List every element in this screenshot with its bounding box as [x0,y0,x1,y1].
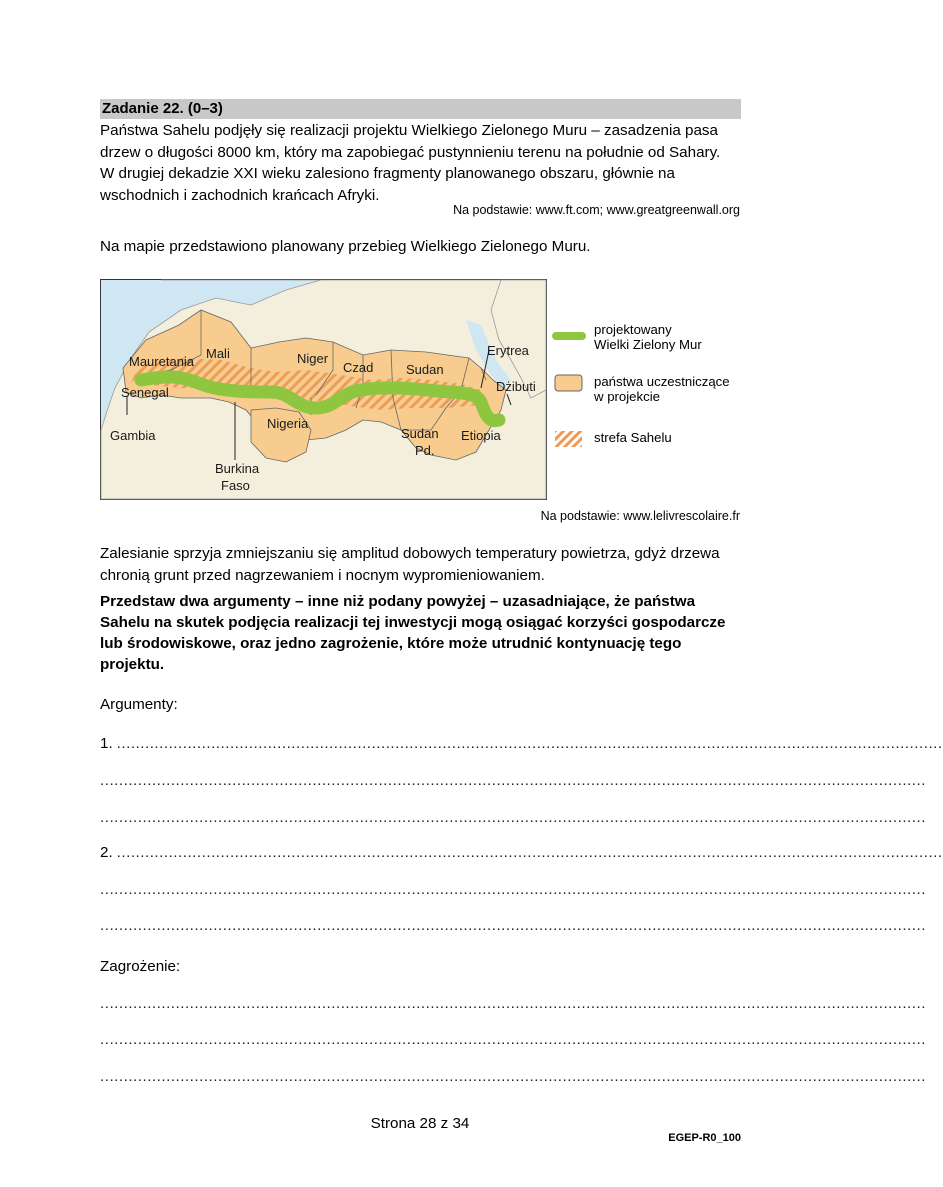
answer-line[interactable] [100,881,926,901]
legend-sahel [554,430,672,448]
command-line: Przedstaw dwa argumenty – inne niż podany powyżej – uzasadniające, że państwa [100,593,696,610]
legend-wall [554,322,702,352]
answer-dots: ............................................................................................................................................................................... [100,917,926,934]
intro-line: Państwa Sahelu podjęły się realizacji projektu Wielkiego Zielonego Muru – zasadzenia pasa [100,122,718,139]
intro-line: W drugiej dekadzie XXI wieku zalesiono fragmenty planowanego obszaru, głównie na [100,165,675,182]
answer-line[interactable] [100,917,926,937]
label-sudan-pd: Sudan [401,426,439,441]
label-burkina: Burkina [215,461,260,476]
legend-participants-line2: w projekcie [594,389,660,404]
answer-dots: ............................................................................................................................................................................... [100,1068,926,1085]
label-mauretania: Mauretania [129,354,195,369]
answer-line[interactable] [100,809,926,829]
label-mali: Mali [206,346,230,361]
participant-swatch-icon [554,374,584,392]
label-faso: Faso [221,478,250,493]
legend-wall-line1: projektowany [594,322,672,337]
answer-dots: ............................................................................................................................................................................... [116,844,943,861]
threat-label: Zagrożenie: [100,958,181,975]
paragraph-line: Zalesianie sprzyja zmniejszaniu się amplitud dobowych temperatury powietrza, gdyż drzewa [100,545,720,562]
map-source: Na podstawie: www.lelivrescolaire.fr [540,509,740,523]
map-svg [101,280,546,499]
answer-number-1: 1. [100,735,113,752]
command-line: projektu. [100,656,165,673]
task-title: Zadanie 22. (0–3) [102,100,223,117]
command-line: Sahelu na skutek podjęcia realizacji tej inwestycji mogą osiągać korzyści gospodarcze [100,614,726,631]
intro-line: drzew o długości 8000 km, który ma zapobiegać pustynnieniu terenu na południe od Sahary. [100,143,721,161]
exam-code: EGEP-R0_100 [668,1132,741,1144]
label-niger: Niger [297,351,329,366]
map [100,279,547,500]
label-sudan-pd-2: Pd. [415,443,435,458]
answer-number-2: 2. [100,844,113,861]
intro-line: wschodnich i zachodnich krańcach Afryki. [100,186,380,204]
legend-participants [554,374,730,404]
answer-dots: ............................................................................................................................................................................... [116,735,943,752]
label-sudan: Sudan [406,362,444,377]
answer-line-1[interactable] [100,735,943,755]
label-etiopia: Etiopia [461,428,501,443]
task-header [100,99,741,119]
answer-dots: ............................................................................................................................................................................... [100,1031,926,1048]
arguments-label: Argumenty: [100,696,178,713]
answer-dots: ............................................................................................................................................................................... [100,995,926,1012]
answer-line[interactable] [100,772,926,792]
sahel-swatch-icon [554,430,584,448]
answer-dots: ............................................................................................................................................................................... [100,772,926,789]
label-gambia: Gambia [110,428,156,443]
paragraph-line: chronią grunt przed nagrzewaniem i nocnym wypromieniowaniem. [100,567,545,584]
legend-wall-line2: Wielki Zielony Mur [594,337,702,352]
label-nigeria: Nigeria [267,416,309,431]
map-intro: Na mapie przedstawiono planowany przebieg Wielkiego Zielonego Muru. [100,238,591,255]
legend-sahel-label: strefa Sahelu [594,430,672,445]
threat-line[interactable] [100,1068,926,1088]
label-erytrea: Erytrea [487,343,529,358]
intro-text [100,120,745,206]
intro-source: Na podstawie: www.ft.com; www.greatgreenwall.org [453,203,740,217]
legend-participants-line1: państwa uczestniczące [594,374,730,389]
page-number: Strona 28 z 34 [370,1115,470,1132]
command-line: lub środowiskowe, oraz jedno zagrożenie, które może utrudnić kontynuację tego [100,635,682,652]
wall-swatch-icon [554,322,584,340]
threat-line[interactable] [100,995,926,1015]
label-dzibuti: Dżibuti [496,379,536,394]
label-senegal: Senegal [121,385,169,400]
answer-line-2[interactable] [100,844,943,864]
answer-dots: ............................................................................................................................................................................... [100,809,926,826]
label-czad: Czad [343,360,374,375]
answer-dots: ............................................................................................................................................................................... [100,881,926,898]
threat-line[interactable] [100,1031,926,1051]
